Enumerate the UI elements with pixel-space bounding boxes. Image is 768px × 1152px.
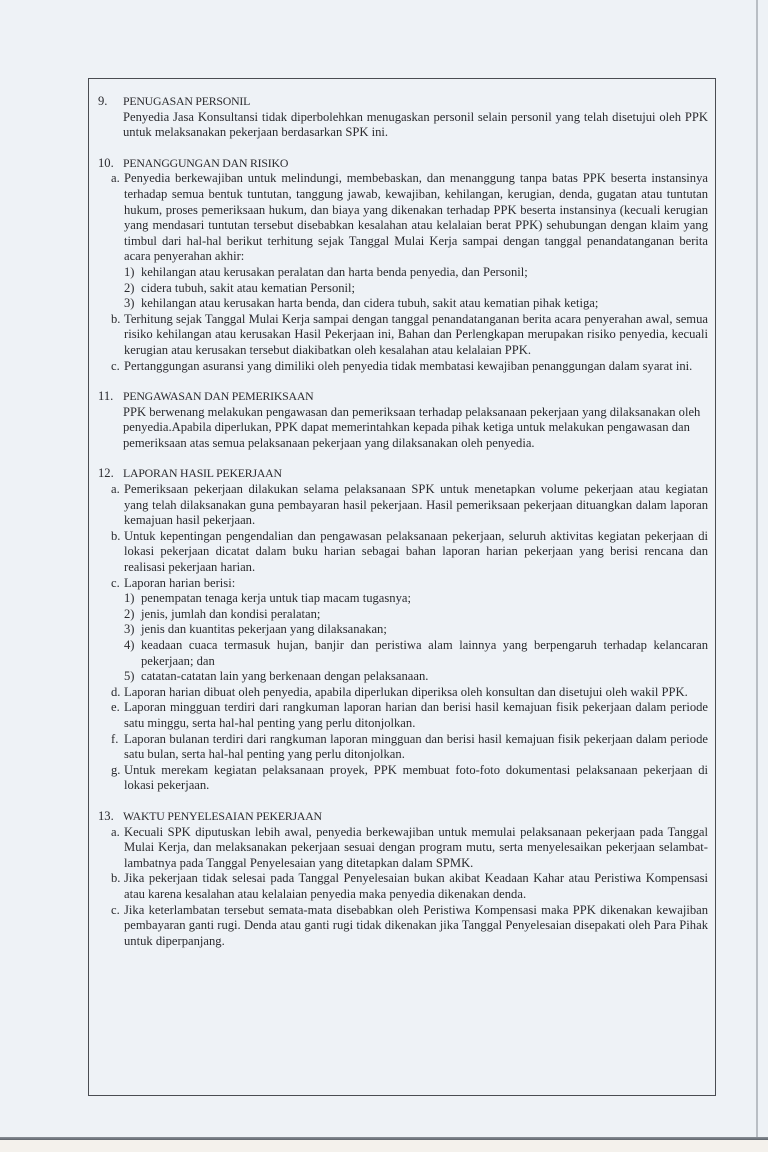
item-label: e. bbox=[111, 700, 120, 715]
sub-item-text: penempatan tenaga kerja untuk tiap macam tugasnya; bbox=[141, 591, 411, 606]
sub-item bbox=[124, 607, 708, 623]
document-content bbox=[98, 94, 708, 964]
sub-item-text: catatan-catatan lain yang berkenaan dengan pelaksanaan. bbox=[141, 669, 429, 684]
sub-item bbox=[124, 669, 708, 685]
section-number: 12. bbox=[98, 466, 114, 481]
item-label: a. bbox=[111, 171, 120, 186]
list-item bbox=[111, 825, 708, 872]
section-11 bbox=[98, 389, 708, 451]
item-label: c. bbox=[111, 575, 120, 590]
section-number: 9. bbox=[98, 94, 108, 108]
section-12 bbox=[98, 466, 708, 793]
list-item bbox=[111, 763, 708, 794]
section-title: WAKTU PENYELESAIAN PEKERJAAN bbox=[123, 808, 322, 823]
item-text: Untuk kepentingan pengendalian dan pengawasan pelaksanaan pekerjaan, seluruh aktivitas kegiatan pekerjaan di lokasi pekerjaan dicatat dalam buku harian sebagai bahan laporan harian pekerjaan yang berisi rencana dan realisasi pekerjaan harian. bbox=[124, 528, 708, 575]
list-item bbox=[111, 482, 708, 529]
item-text: Laporan harian dibuat oleh penyedia, apabila diperlukan diperiksa oleh konsultan dan disetujui oleh wakil PPK. bbox=[124, 684, 688, 699]
item-label: a. bbox=[111, 482, 120, 497]
item-label: b. bbox=[111, 528, 121, 543]
section-title: PENANGGUNGAN DAN RISIKO bbox=[123, 155, 289, 170]
item-label: b. bbox=[111, 871, 121, 886]
item-label: a. bbox=[111, 824, 120, 839]
item-label: b. bbox=[111, 311, 121, 326]
item-text: Untuk merekam kegiatan pelaksanaan proyek, PPK membuat foto-foto dokumentasi pelaksanaan pekerjaan di lokasi pekerjaan. bbox=[124, 762, 708, 793]
section-title: PENGAWASAN DAN PEMERIKSAAN bbox=[123, 389, 314, 404]
sub-item bbox=[124, 296, 708, 312]
sub-item-label: 5) bbox=[124, 669, 135, 684]
sub-item bbox=[124, 281, 708, 297]
item-label: f. bbox=[111, 731, 119, 746]
sub-item-label: 3) bbox=[124, 296, 135, 311]
item-label: c. bbox=[111, 358, 120, 373]
list-item bbox=[111, 903, 708, 950]
section-10 bbox=[98, 156, 708, 374]
list-item bbox=[111, 685, 708, 701]
section-title: PENUGASAN PERSONIL bbox=[123, 94, 251, 108]
item-text: Kecuali SPK diputuskan lebih awal, penyedia berkewajiban untuk memulai pelaksanaan pekerjaan pada Tanggal Mulai Kerja, dan melaksanakan pekerjaan sesuai dengan program mutu, serta menyelesaikan pekerjaan selambat-lambatnya pada Tanggal Penyelesaian yang ditetapkan dalam SPMK. bbox=[124, 824, 708, 870]
sub-item-text: kehilangan atau kerusakan peralatan dan harta benda penyedia, dan Personil; bbox=[141, 264, 528, 279]
item-text: Jika keterlambatan tersebut semata-mata disebabkan oleh Peristiwa Kompensasi maka PPK dikenakan kewajiban pembayaran ganti rugi. Denda atau ganti rugi tidak dikenakan jika Tanggal Penyelesaian disepakati oleh Para Pihak untuk diperpanjang. bbox=[124, 902, 708, 948]
section-number: 10. bbox=[98, 155, 114, 170]
section-number: 13. bbox=[98, 808, 114, 823]
item-text: Laporan mingguan terdiri dari rangkuman laporan harian dan berisi hasil kemajuan fisik pekerjaan dalam periode satu minggu, serta hal-hal penting yang perlu ditonjolkan. bbox=[124, 700, 708, 730]
list-item bbox=[111, 732, 708, 763]
list-item bbox=[111, 171, 708, 265]
sub-item-label: 3) bbox=[124, 622, 135, 637]
item-label: d. bbox=[111, 684, 121, 699]
sub-item-text: keadaan cuaca termasuk hujan, banjir dan peristiwa alam lainnya yang berpengaruh terhadap kelancaran pekerjaan; dan bbox=[141, 638, 708, 668]
item-text: Jika pekerjaan tidak selesai pada Tanggal Penyelesaian bukan akibat Keadaan Kahar atau Peristiwa Kompensasi atau karena kesalahan atau kelalaian penyedia maka penyedia dikenakan denda. bbox=[124, 871, 708, 901]
section-number: 11. bbox=[98, 389, 114, 404]
item-text: Pertanggungan asuransi yang dimiliki oleh penyedia tidak membatasi kewajiban penanggungan dalam syarat ini. bbox=[124, 358, 693, 373]
list-item bbox=[111, 529, 708, 576]
sub-item-label: 2) bbox=[124, 280, 135, 295]
list-item bbox=[111, 871, 708, 902]
sub-item bbox=[124, 265, 708, 281]
sub-item bbox=[124, 638, 708, 669]
sub-item bbox=[124, 622, 708, 638]
item-text: Laporan bulanan terdiri dari rangkuman laporan mingguan dan berisi hasil kemajuan fisik pekerjaan dalam periode satu bulan, serta hal-hal penting yang perlu ditonjolkan. bbox=[124, 731, 708, 762]
item-label: c. bbox=[111, 902, 120, 917]
section-title: LAPORAN HASIL PEKERJAAN bbox=[123, 466, 282, 481]
list-item bbox=[111, 312, 708, 359]
sub-item-label: 4) bbox=[124, 638, 135, 652]
item-text: Pemeriksaan pekerjaan dilakukan selama pelaksanaan SPK untuk menetapkan volume pekerjaan atau kegiatan yang telah dilaksanakan guna pembayaran hasil pekerjaan. Hasil pemeriksaan pekerjaan dituangkan dalam laporan kemajuan hasil pekerjaan. bbox=[124, 482, 708, 528]
sub-item-text: jenis, jumlah dan kondisi peralatan; bbox=[141, 606, 321, 621]
item-text: Terhitung sejak Tanggal Mulai Kerja sampai dengan tanggal penandatanganan berita acara penyerahan awal, semua risiko kehilangan atau kerusakan Hasil Pekerjaan ini, Bahan dan Perlengkapan merupakan risiko penyedia, kecuali kerugian atau kerusakan tersebut diakibatkan oleh kesalahan atau kelalaian PPK. bbox=[124, 311, 708, 357]
section-body: Penyedia Jasa Konsultansi tidak diperbolehkan menugaskan personil selain personil yang telah disetujui oleh PPK untuk melaksanakan pekerjaan berdasarkan SPK ini. bbox=[123, 109, 708, 140]
section-body: PPK berwenang melakukan pengawasan dan pemeriksaan terhadap pelaksanaan pekerjaan yang dilaksanakan oleh penyedia.Apabila diperlukan, PPK dapat memerintahkan kepada pihak ketiga untuk melakukan pengawasan dan pemeriksaan atas semua pelaksanaan pekerjaan yang dilaksanakan oleh penyedia. bbox=[123, 404, 701, 450]
section-9 bbox=[98, 94, 708, 141]
sub-item-label: 1) bbox=[124, 591, 135, 606]
sub-item-label: 2) bbox=[124, 606, 135, 621]
list-item bbox=[111, 700, 708, 731]
scan-background bbox=[0, 1140, 768, 1152]
sub-item-text: jenis dan kuantitas pekerjaan yang dilaksanakan; bbox=[141, 622, 387, 637]
sub-item-text: cidera tubuh, sakit atau kematian Personil; bbox=[141, 280, 356, 295]
page-edge-right bbox=[756, 0, 758, 1140]
item-text: Penyedia berkewajiban untuk melindungi, membebaskan, dan menanggung tanpa batas PPK beserta instansinya terhadap semua bentuk tuntutan, tanggung jawab, kewajiban, kehilangan, kerugian, denda, gugatan atau tuntutan hukum, proses pemeriksaan hukum, dan biaya yang dikenakan terhadap PPK beserta instansinya (kecuali kerugian yang mendasari tuntutan tersebut disebabkan kesalahan atau kelalaian berat PPK) sehubungan dengan klaim yang timbul dari hal-hal berikut terhitung sejak Tanggal Mulai Kerja sampai dengan tanggal penandatanganan berita acara penyerahan akhir: bbox=[124, 171, 708, 264]
list-item bbox=[111, 359, 708, 375]
item-text: Laporan harian berisi: bbox=[124, 575, 236, 590]
sub-item-text: kehilangan atau kerusakan harta benda, dan cidera tubuh, sakit atau kematian pihak ketiga; bbox=[141, 296, 599, 311]
sub-item-label: 1) bbox=[124, 264, 135, 279]
item-label: g. bbox=[111, 762, 121, 777]
list-item bbox=[111, 576, 708, 592]
section-13 bbox=[98, 809, 708, 949]
sub-item bbox=[124, 591, 708, 607]
